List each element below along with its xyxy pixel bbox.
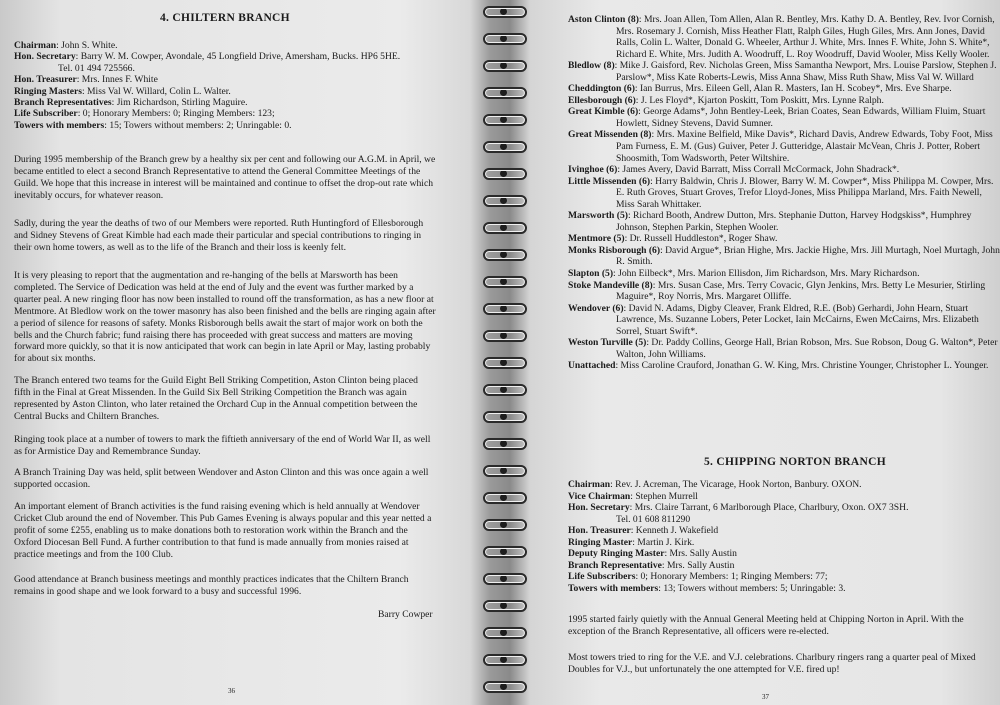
officer-line: Chairman: Rev. J. Acreman, The Vicarage, Hook Norton, Banbury. OXON. [568, 479, 862, 490]
paragraph: Good attendance at Branch business meetings and monthly practices indicates that the Chiltern Branch remains in good shape and we look forward to a busy and successful 1996. [14, 574, 409, 597]
list-item: Wendover (6): David N. Adams, Digby Cleaver, Frank Eldred, R.E. (Bob) Gerhardi, John Hearn, Stuart Lawrence, Ms. Suzanne Lobers, Peter Locket, Iain McCairns, Ewen McCairns, Mrs. Elizabeth Sorrel, Stuart Swift*. [568, 302, 979, 337]
officer-line: Ringing Master: Martin J. Kirk. [568, 536, 695, 548]
officer-line: Branch Representative: Mrs. Sally Austin [568, 559, 735, 571]
officer-line: Life Subscribers: 0; Honorary Members: 1; Ringing Members: 77; [568, 571, 828, 582]
officer-line: Towers with members: 15; Towers without members: 2; Unringable: 0. [14, 119, 292, 131]
paragraph: Ringing took place at a number of towers to mark the fiftieth anniversary of the end of World War II, as well as for Armistice Day and Remembrance Sunday. [14, 434, 431, 457]
paragraph: It is very pleasing to report that the augmentation and re-hanging of the bells at Marsworth has been completed. The Service of Dedication was held at the end of July and the event was further marked by a quarter peal. A new ringing floor has now been installed to round off the transformation, as has a new floor at Mentmore. At Bledlow work on the tower masonry has also been finished and the bells are ringing again after a period of silence for reasons of safety. Monks Risborough bells await the start of major work on both the bells and the Church fabric; fund raising there has proceeded with great success and matters are moving forward more quickly, so that it is now anticipated that work can begin in late April or May, lasting probably for about six months. [14, 270, 436, 365]
officer-line: Hon. Treasurer: Kenneth J. Wakefield [568, 525, 719, 536]
list-item: Aston Clinton (8): Mrs. Joan Allen, Tom Allen, Alan R. Bentley, Mrs. Kathy D. A. Bentley, Rev. Ivor Cornish, Mrs. Rosemary J. Cornish, Miss Heather Flatt, Ralph Giles, Hugh Giles, Mrs. Ann Jones, David Ralls, Colin L. Walter, Donald G. Wheeler, Arthur J. White, Mrs. Innes F. White, John S. White*, Richard E. White, Mrs. Judith A. Woodruff, L. Roy Woodruff, David Wooler, Miss Kelly Wooler. [568, 14, 995, 60]
officers-block [568, 479, 908, 594]
list-item: Slapton (5): John Eilbeck*, Mrs. Marion Ellisdon, Jim Richardson, Mrs. Mary Richardson. [568, 268, 920, 280]
officer-line: Branch Representatives: Jim Richardson, Stirling Maguire. [14, 97, 248, 109]
paragraph: 1995 started fairly quietly with the Annual General Meeting held at Chipping Norton in April. With the exception of the Branch Representative, all officers were re-elected. [568, 614, 964, 637]
list-item: Great Missenden (8): Mrs. Maxine Belfield, Mike Davis*, Richard Davis, Andrew Edwards, Toby Foot, Miss Pam Furness, E. M. (Gus) Guiver, Peter J. Gutteridge, Alastair McVean, Chris J. Potter, Robert Shoosmith, Tom Wadsworth, Peter Wiltshire. [568, 129, 993, 164]
tower-members-list [568, 14, 1000, 372]
list-item: Weston Turville (5): Dr. Paddy Collins, George Hall, Brian Robson, Mrs. Sue Robson, Doug G. Walton*, Peter Walton, John Williams. [568, 337, 998, 360]
list-item: Bledlow (8): Mike J. Gaisford, Rev. Nicholas Green, Miss Samantha Newport, Mrs. Louise Parslow, Stephen J. Parslow*, Miss Kate Roberts-Lewis, Miss Anna Shaw, Miss Ruth Shaw, Miss Val W. Willard [568, 60, 997, 83]
list-item: Ellesborough (6): J. Les Floyd*, Kjarton Poskitt, Tom Poskitt, Mrs. Lynne Ralph. [568, 94, 884, 106]
officer-line: Chairman: John S. White. [14, 40, 118, 51]
page-number: 36 [228, 687, 235, 695]
officer-line: Deputy Ringing Master: Mrs. Sally Austin [568, 548, 737, 559]
officer-line: Hon. Secretary: Barry W. M. Cowper, Avondale, 45 Longfield Drive, Amersham, Bucks. HP6 5HE. [14, 51, 401, 63]
officer-line: Life Subscriber: 0; Honorary Members: 0; Ringing Members: 123; [14, 108, 275, 120]
page-number: 37 [762, 693, 769, 701]
list-item: Monks Risborough (6): David Argue*, Brian Highe, Mrs. Jackie Highe, Mrs. Jill Murtagh, Noel Murtagh, John R. Smith. [568, 244, 1000, 268]
page-title: 4. CHILTERN BRANCH [160, 12, 290, 24]
list-item: Mentmore (5): Dr. Russell Huddleston*, Roger Shaw. [568, 233, 778, 245]
officer-line: Vice Chairman: Stephen Murrell [568, 490, 698, 502]
right-page [528, 0, 1000, 705]
list-item: Great Kimble (6): George Adams*, John Bentley-Leek, Brian Coates, Sean Edwards, William Fluim, Stuart Howlett, Sidney Stevens, David Sumner. [568, 106, 986, 129]
paragraph: Sadly, during the year the deaths of two of our Members were reported. Ruth Huntingford of Ellesborough and Sidney Stevens of Great Kimble had each made their particular and special contributions to ringing in their own home towers, as well as to the life of the Branch and their loss is keenly felt. [14, 218, 424, 253]
officer-line: Hon. Treasurer: Mrs. Innes F. White [14, 74, 158, 86]
signature: Barry Cowper [378, 609, 433, 620]
officer-line: Towers with members: 13; Towers without members: 5; Unringable: 3. [568, 582, 846, 594]
paragraph: The Branch entered two teams for the Guild Eight Bell Striking Competition, Aston Clinton being placed fifth in the Final at Great Missenden. In the Guild Six Bell Striking Competition the Branch was again represented by Aston Clinton, who later retained the Orchard Cup in the Annual competition between the Central Bucks and Chiltern Branches. [14, 375, 418, 422]
list-item: Ivinghoe (6): James Avery, David Barratt, Miss Corrall McCormack, John Shadrack*. [568, 164, 900, 176]
officer-line: Tel. 01 494 725566. [58, 62, 135, 74]
left-page [0, 0, 468, 705]
officer-line: Ringing Masters: Miss Val W. Willard, Colin L. Walter. [14, 85, 231, 97]
list-item: Cheddington (6): Ian Burrus, Mrs. Eileen Gell, Alan R. Masters, Ian H. Scobey*, Mrs. Eve Sharpe. [568, 83, 952, 95]
officers-block [14, 40, 400, 131]
paragraph: An important element of Branch activities is the fund raising evening which is held annually at Wendover Cricket Club around the end of November. This Pub Games Evening is always popular and this year netted a profit of some £255, enabling us to make donations both to restoration work within the Branch and the Oxford Diocesan Bell Fund. A further contribution to that fund is made annually from monies raised at practice meetings and from the 100 Club. [14, 501, 432, 560]
officer-line: Hon. Secretary: Mrs. Claire Tarrant, 6 Marlborough Place, Charlbury, Oxon. OX7 3SH. [568, 502, 909, 513]
paragraph: A Branch Training Day was held, split between Wendover and Aston Clinton and this was once again a well supported occasion. [14, 467, 429, 490]
section-title: 5. CHIPPING NORTON BRANCH [704, 456, 886, 468]
list-item: Unattached: Miss Caroline Crauford, Jonathan G. W. King, Mrs. Christine Younger, Christopher L. Younger. [568, 360, 989, 372]
paragraph: During 1995 membership of the Branch grew by a healthy six per cent and following our A.G.M. in April, we became entitled to elect a second Branch Representative to attend the General Committee Meetings of the Guild. We hope that this increase in interest will be maintained and continue to offset the drop-out rate which inevitably occurs, for whatever reason. [14, 154, 436, 201]
list-item: Little Missenden (6): Harry Baldwin, Chris J. Blower, Barry W. M. Cowper*, Miss Philippa M. Cowper, Mrs. E. Ruth Groves, Stuart Groves, Trefor Lloyd-Jones, Miss Philippa Marland, Mrs. Faith Newell, Miss Sarah Whittaker. [568, 175, 994, 210]
officer-line: Tel. 01 608 811290 [616, 513, 691, 525]
paragraph: Most towers tried to ring for the V.E. and V.J. celebrations. Charlbury ringers rang a quarter peal of Mixed Doubles for V.J., but unfortunately the one attempted for V.E. fired up! [568, 652, 976, 675]
list-item: Stoke Mandeville (8): Mrs. Susan Case, Mrs. Terry Covacic, Glyn Jenkins, Mrs. Betty Le Mesurier, Stirling Maguire*, Roy Norris, Mrs. Margaret Olliffe. [568, 279, 986, 303]
list-item: Marsworth (5): Richard Booth, Andrew Dutton, Mrs. Stephanie Dutton, Harvey Hodgskiss*, Humphrey Johnson, Stephen Parkin, Stephen Wooler. [568, 210, 972, 233]
